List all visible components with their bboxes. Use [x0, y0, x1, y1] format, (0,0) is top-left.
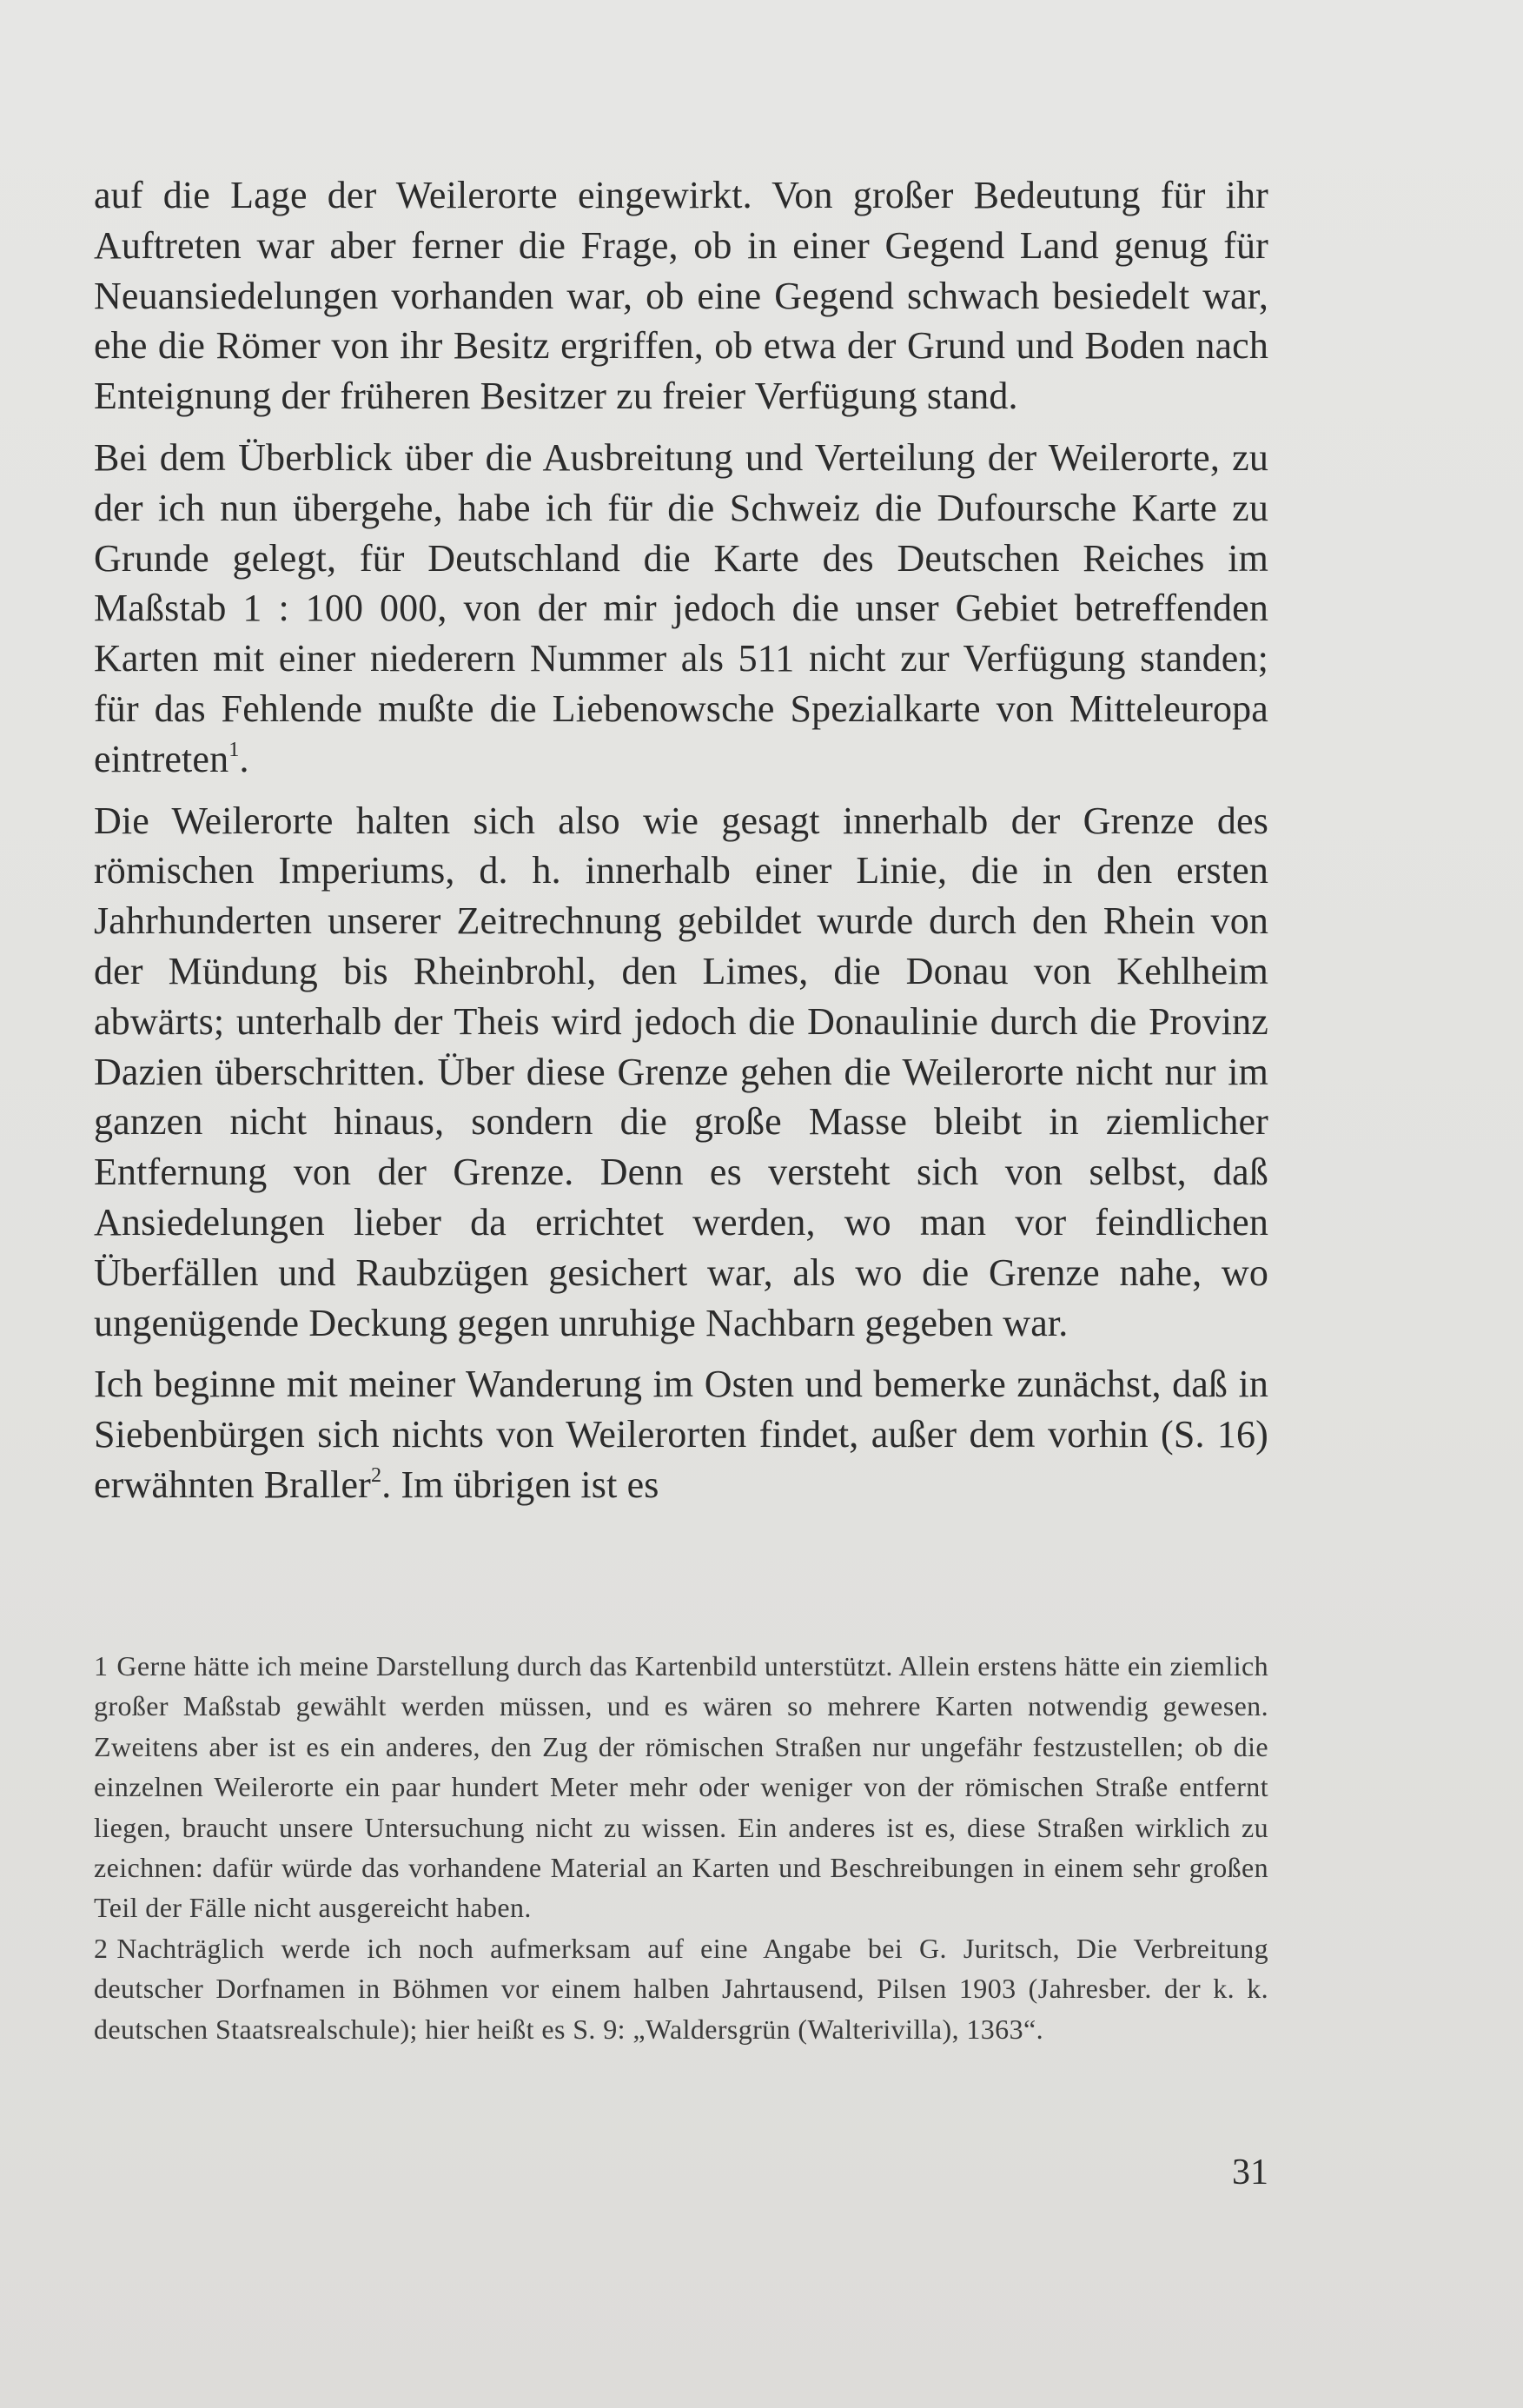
- footnote-1: [94, 1646, 1268, 1928]
- paragraph-4: [94, 1359, 1268, 1509]
- footnote-ref-2: 2: [370, 1463, 382, 1487]
- body-text: [94, 170, 1268, 1510]
- paragraph-1-text: auf die Lage der Weilerorte eingewirkt. Von großer Bedeutung für ihr Auftreten war aber ferner die Frage, ob in einer Gegend Land genug für Neuansiedelungen vorhanden war, ob eine Gegend schwach besiedelt war, ehe die Römer von ihr Besitz ergriffen, ob etwa der Grund und Boden nach Enteignung der früheren Besitzer zu freier Verfügung stand.: [94, 174, 1268, 418]
- paragraph-2: [94, 433, 1268, 785]
- footnote-2-text: Nachträglich werde ich noch aufmerksam auf eine Angabe bei G. Juritsch, Die Verbreitung deutscher Dorfnamen in Böhmen vor einem halben Jahrtausend, Pilsen 1903 (Jahresber. der k. k. deutschen Staatsrealschule); hier heißt es S. 9: „Waldersgrün (Walterivilla), 1363“.: [94, 1932, 1268, 2045]
- page-number: 31: [1232, 2153, 1268, 2192]
- paragraph-3: [94, 796, 1268, 1349]
- footnote-2: [94, 1928, 1268, 2049]
- paragraph-2-text: Bei dem Überblick über die Ausbreitung und Verteilung der Weilerorte, zu der ich nun übergehe, habe ich für die Schweiz die Dufoursche Karte zu Grunde gelegt, für Deutschland die Karte des Deutschen Reiches im Maßstab 1 : 100 000, von der mir jedoch die unser Gebiet betreffenden Karten mit einer niederern Nummer als 511 nicht zur Verfügung standen; für das Fehlende mußte die Liebenowsche Spezialkarte von Mitteleuropa eintreten: [94, 435, 1268, 780]
- footnote-2-number: 2: [94, 1932, 109, 1964]
- paragraph-4-tail: . Im übrigen ist es: [381, 1463, 659, 1506]
- paragraph-1: [94, 170, 1268, 421]
- footnote-ref-1: 1: [228, 737, 240, 761]
- paragraph-4-text: Ich beginne mit meiner Wanderung im Osten und bemerke zunächst, daß in Siebenbürgen sich nichts von Weilerorten findet, außer dem vorhin (S. 16) erwähnten Braller: [94, 1363, 1268, 1506]
- paragraph-2-tail: .: [239, 737, 249, 780]
- footnote-1-text: Gerne hätte ich meine Darstellung durch das Kartenbild unterstützt. Allein erstens hätte ein ziemlich großer Maßstab gewählt werden müssen, und es wären so mehrere Karten notwendig gewesen. Zweitens aber ist es ein anderes, den Zug der römischen Straßen nur ungefähr festzustellen; ob die einzelnen Weilerorte ein paar hundert Meter mehr oder weniger von der römischen Straße entfernt liegen, braucht unsere Untersuchung nicht zu wissen. Ein anderes ist es, diese Straßen wirklich zu zeichnen: dafür würde das vorhandene Material an Karten und Beschreibungen in einem sehr großen Teil der Fälle nicht ausgereicht haben.: [94, 1650, 1268, 1924]
- footnote-1-number: 1: [94, 1650, 109, 1682]
- footnotes: [94, 1646, 1268, 2049]
- paragraph-3-text: Die Weilerorte halten sich also wie gesagt innerhalb der Grenze des römischen Imperiums, d. h. innerhalb einer Linie, die in den ersten Jahrhunderten unserer Zeitrechnung gebildet wurde durch den Rhein von der Mündung bis Rheinbrohl, den Limes, die Donau von Kehlheim abwärts; unterhalb der Theis wird jedoch die Donaulinie durch die Provinz Dazien überschritten. Über diese Grenze gehen die Weilerorte nicht nur im ganzen nicht hinaus, sondern die große Masse bleibt in ziemlicher Entfernung von der Grenze. Denn es versteht sich von selbst, daß Ansiedelungen lieber da errichtet werden, wo man vor feindlichen Überfällen und Raubzügen gesichert war, als wo die Grenze nahe, wo ungenügende Deckung gegen unruhige Nachbarn gegeben war.: [94, 799, 1268, 1344]
